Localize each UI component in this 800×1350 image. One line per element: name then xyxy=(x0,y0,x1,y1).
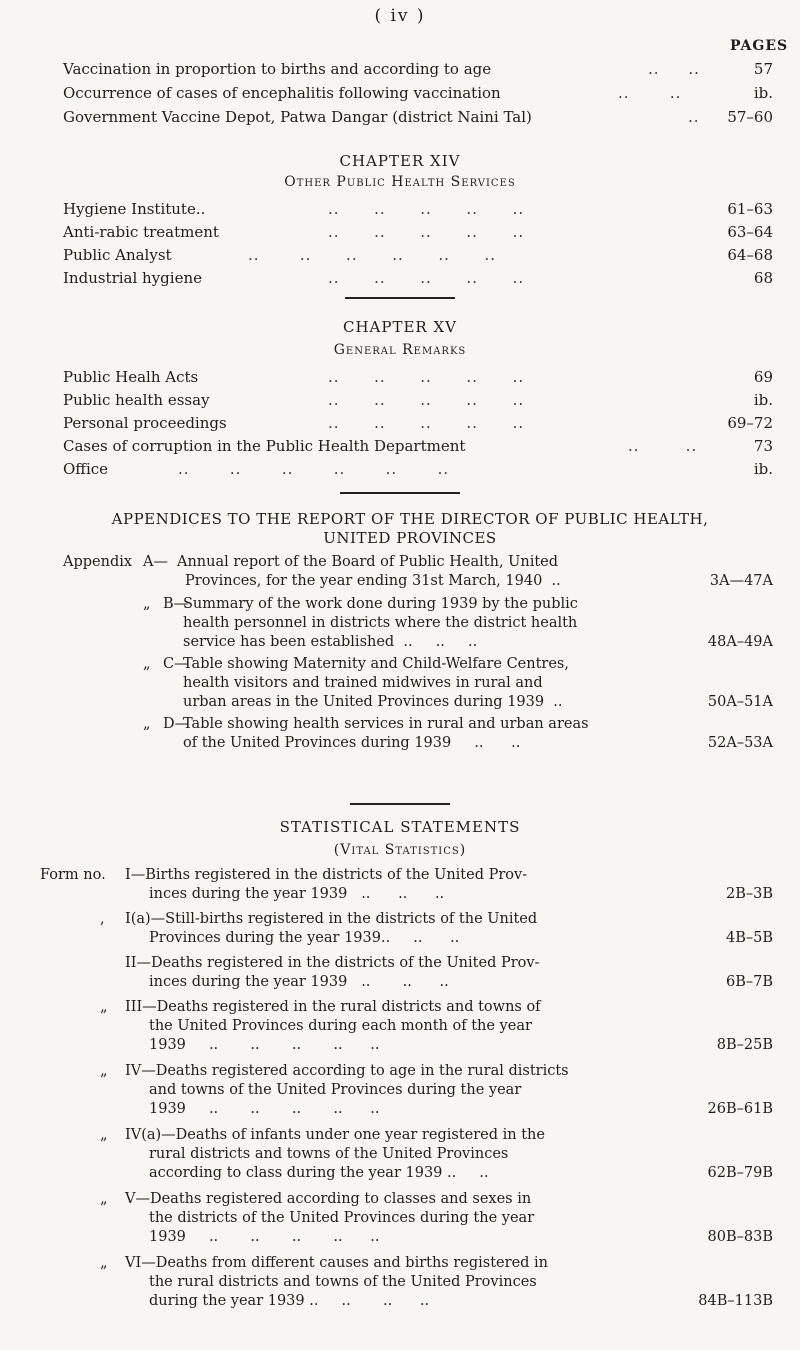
form-entry xyxy=(40,1190,773,1250)
toc-entry-label: Office xyxy=(63,460,109,478)
toc-entry xyxy=(63,412,773,434)
appendix-description xyxy=(183,715,657,753)
form-pages: 80B–83B xyxy=(707,1229,773,1245)
form-line: according to class during the year 1939 .. .. xyxy=(149,1165,489,1181)
appendix-pages: 52A–53A xyxy=(707,735,773,751)
page-number: ( iv ) xyxy=(374,6,426,26)
form-line: and towns of the United Provinces during the year xyxy=(149,1082,522,1098)
form-line: 1939 .. .. .. .. .. xyxy=(149,1229,380,1245)
leader-dots: .. .. .. .. .. xyxy=(328,414,525,432)
appendix-line: Table showing health services in rural and urban areas xyxy=(183,716,589,732)
appendix-line-text: urban areas in the United Provinces during 1939 xyxy=(183,694,545,710)
toc-entry-pages: ib. xyxy=(753,460,773,478)
form-line-text: inces during the year 1939 xyxy=(149,974,348,990)
form-prefix: , xyxy=(100,911,105,927)
section-divider xyxy=(340,492,460,494)
leader-dots: .. .. .. .. .. xyxy=(328,269,525,287)
form-line-text: according to class during the year 1939 .. xyxy=(149,1165,457,1181)
appendix-prefix: „ xyxy=(143,596,151,612)
toc-entry-label: Public Analyst xyxy=(63,246,172,264)
toc-entry-label: Hygiene Institute.. xyxy=(63,200,206,218)
form-line-text: 1939 xyxy=(149,1101,186,1117)
form-entry xyxy=(40,1254,773,1314)
form-line: rural districts and towns of the United Provinces xyxy=(149,1146,509,1162)
form-line: I(a)—Still-births registered in the districts of the United xyxy=(125,911,538,927)
form-line: the rural districts and towns of the United Provinces xyxy=(149,1274,537,1290)
chapter-xv-title: CHAPTER XV xyxy=(342,318,457,336)
form-line: VI—Deaths from different causes and births registered in xyxy=(125,1255,549,1271)
toc-entry-label: Occurrence of cases of encephalitis following vaccination xyxy=(63,84,501,102)
appendix-line: urban areas in the United Provinces during 1939 .. xyxy=(183,694,563,710)
form-line: IV(a)—Deaths of infants under one year registered in the xyxy=(125,1127,545,1143)
leader-dots: .. .. .. .. .. xyxy=(328,368,525,386)
appendix-line-text: service has been established xyxy=(183,634,395,650)
toc-entry xyxy=(63,221,773,243)
toc-entry-pages: 68 xyxy=(753,269,773,287)
appendix-entry xyxy=(63,595,773,655)
toc-entry-label: Vaccination in proportion to births and according to age xyxy=(63,60,492,78)
form-prefix: „ xyxy=(100,1127,108,1143)
appendix-description xyxy=(177,553,657,591)
form-line: during the year 1939 .. .. .. .. xyxy=(149,1293,430,1309)
form-line: V—Deaths registered according to classes and sexes in xyxy=(125,1191,532,1207)
form-line-text: Provinces during the year 1939.. xyxy=(149,930,391,946)
leader-dots: .. .. .. .. .. xyxy=(328,391,525,409)
appendix-prefix: „ xyxy=(143,656,151,672)
leader-dots: .. .. .. .. .. xyxy=(328,200,525,218)
toc-entry-pages: 57–60 xyxy=(727,108,773,126)
section-divider xyxy=(350,803,450,805)
form-prefix: Form no. xyxy=(40,867,106,883)
toc-entry-pages: 61–63 xyxy=(727,200,773,218)
form-line: the districts of the United Provinces during the year xyxy=(149,1210,535,1226)
leader-dots: .. .. xyxy=(648,60,700,78)
form-line: 1939 .. .. .. .. .. xyxy=(149,1037,380,1053)
toc-entry-label: Cases of corruption in the Public Health Department xyxy=(63,437,466,455)
appendix-line: service has been established .. .. .. xyxy=(183,634,478,650)
appendix-letter: D— xyxy=(163,716,190,732)
form-description xyxy=(125,910,645,948)
toc-entry xyxy=(63,389,773,411)
appendix-line: Table showing Maternity and Child-Welfare Centres, xyxy=(183,656,569,672)
chapter-xv-subtitle: General Remarks xyxy=(333,342,467,358)
form-line: II—Deaths registered in the districts of the United Prov- xyxy=(125,955,540,971)
form-description xyxy=(125,998,645,1055)
form-pages: 62B–79B xyxy=(707,1165,773,1181)
leader-dots: .. xyxy=(688,108,700,126)
form-description xyxy=(125,1062,645,1119)
appendix-prefix: Appendix xyxy=(63,554,133,570)
statistical-title: STATISTICAL STATEMENTS xyxy=(279,818,521,836)
chapter-xiv-subtitle: Other Public Health Services xyxy=(284,174,516,190)
toc-entry-pages: 73 xyxy=(753,437,773,455)
form-description xyxy=(125,954,645,992)
form-prefix: „ xyxy=(100,1255,108,1271)
toc-entry xyxy=(63,366,773,388)
appendix-line: Summary of the work done during 1939 by the public xyxy=(183,596,578,612)
form-entry xyxy=(40,1062,773,1122)
appendix-description xyxy=(183,595,657,652)
form-description xyxy=(125,1190,645,1247)
chapter-xiv-title: CHAPTER XIV xyxy=(339,152,461,170)
appendix-line-text: Provinces, for the year ending 31st March, 1940 xyxy=(185,573,543,589)
toc-entry-label: Public health essay xyxy=(63,391,210,409)
appendix-description xyxy=(183,655,657,712)
form-entry xyxy=(40,866,773,908)
form-pages: 4B–5B xyxy=(725,930,773,946)
toc-entry xyxy=(63,244,773,266)
form-prefix: „ xyxy=(100,1191,108,1207)
form-pages: 8B–25B xyxy=(716,1037,773,1053)
toc-entry-pages: 69 xyxy=(753,368,773,386)
leader-dots: .. .. xyxy=(628,437,698,455)
toc-entry xyxy=(63,267,773,289)
toc-entry-pages: 64–68 xyxy=(727,246,773,264)
form-line: I—Births registered in the districts of the United Prov- xyxy=(125,867,528,883)
appendix-line: Provinces, for the year ending 31st March, 1940 .. xyxy=(185,573,561,589)
toc-entry-pages: ib. xyxy=(753,391,773,409)
appendix-entry xyxy=(63,715,773,760)
appendices-title: APPENDICES TO THE REPORT OF THE DIRECTOR OF PUBLIC HEALTH, xyxy=(111,510,709,528)
appendix-letter: B— xyxy=(163,596,189,612)
appendix-pages: 48A–49A xyxy=(707,634,773,650)
leader-dots: .. .. .. .. .. .. xyxy=(178,460,450,478)
form-line: IV—Deaths registered according to age in the rural districts xyxy=(125,1063,569,1079)
appendix-letter: C— xyxy=(163,656,189,672)
toc-entry-pages: 63–64 xyxy=(727,223,773,241)
form-entry xyxy=(40,910,773,952)
appendix-line: of the United Provinces during 1939 .. .. xyxy=(183,735,521,751)
appendix-pages: 50A–51A xyxy=(707,694,773,710)
form-line-text: 1939 xyxy=(149,1229,186,1245)
form-prefix: „ xyxy=(100,999,108,1015)
toc-entry-pages: 69–72 xyxy=(727,414,773,432)
toc-entry-label: Public Healh Acts xyxy=(63,368,199,386)
form-line: the United Provinces during each month of the year xyxy=(149,1018,532,1034)
form-line-text: 1939 xyxy=(149,1037,186,1053)
toc-entry xyxy=(63,82,773,104)
form-pages: 84B–113B xyxy=(698,1293,773,1309)
form-description xyxy=(125,1254,645,1311)
form-prefix: „ xyxy=(100,1063,108,1079)
section-divider xyxy=(345,297,455,299)
form-pages: 26B–61B xyxy=(707,1101,773,1117)
form-entry xyxy=(40,954,773,996)
appendix-prefix: „ xyxy=(143,716,151,732)
appendix-line: Annual report of the Board of Public Health, United xyxy=(177,554,559,570)
leader-dots: .. .. .. .. .. xyxy=(328,223,525,241)
appendix-entry xyxy=(63,655,773,715)
form-pages: 2B–3B xyxy=(725,886,773,902)
toc-entry xyxy=(63,106,773,128)
form-entry xyxy=(40,1126,773,1186)
toc-entry xyxy=(63,458,773,480)
pages-column-header: PAGES xyxy=(730,38,789,54)
toc-entry-label: Industrial hygiene xyxy=(63,269,202,287)
form-line: inces during the year 1939 .. .. .. xyxy=(149,974,449,990)
toc-entry xyxy=(63,435,773,457)
form-description xyxy=(125,866,645,904)
form-description xyxy=(125,1126,645,1183)
toc-entry-pages: ib. xyxy=(753,84,773,102)
form-line-text: inces during the year 1939 xyxy=(149,886,348,902)
toc-entry xyxy=(63,58,773,80)
toc-entry-pages: 57 xyxy=(753,60,773,78)
form-line: III—Deaths registered in the rural districts and towns of xyxy=(125,999,541,1015)
appendix-line: health personnel in districts where the district health xyxy=(183,615,578,631)
form-line-text: during the year 1939 .. xyxy=(149,1293,319,1309)
appendix-letter: A— xyxy=(143,554,168,570)
form-line: Provinces during the year 1939.. .. .. xyxy=(149,930,460,946)
appendix-pages: 3A—47A xyxy=(709,573,773,589)
appendices-title-line2: UNITED PROVINCES xyxy=(323,529,497,547)
form-pages: 6B–7B xyxy=(725,974,773,990)
form-entry xyxy=(40,998,773,1058)
toc-entry-label: Personal proceedings xyxy=(63,414,227,432)
form-line: inces during the year 1939 .. .. .. xyxy=(149,886,445,902)
statistical-subtitle: (Vital Statistics) xyxy=(333,842,467,858)
form-line: 1939 .. .. .. .. .. xyxy=(149,1101,380,1117)
toc-entry-label: Anti-rabic treatment xyxy=(63,223,219,241)
toc-entry xyxy=(63,198,773,220)
toc-entry-label: Government Vaccine Depot, Patwa Dangar (district Naini Tal) xyxy=(63,108,532,126)
leader-dots: .. .. xyxy=(618,84,682,102)
appendix-line: health visitors and trained midwives in rural and xyxy=(183,675,543,691)
appendix-line-text: of the United Provinces during 1939 xyxy=(183,735,452,751)
leader-dots: .. .. .. .. .. .. xyxy=(248,246,497,264)
